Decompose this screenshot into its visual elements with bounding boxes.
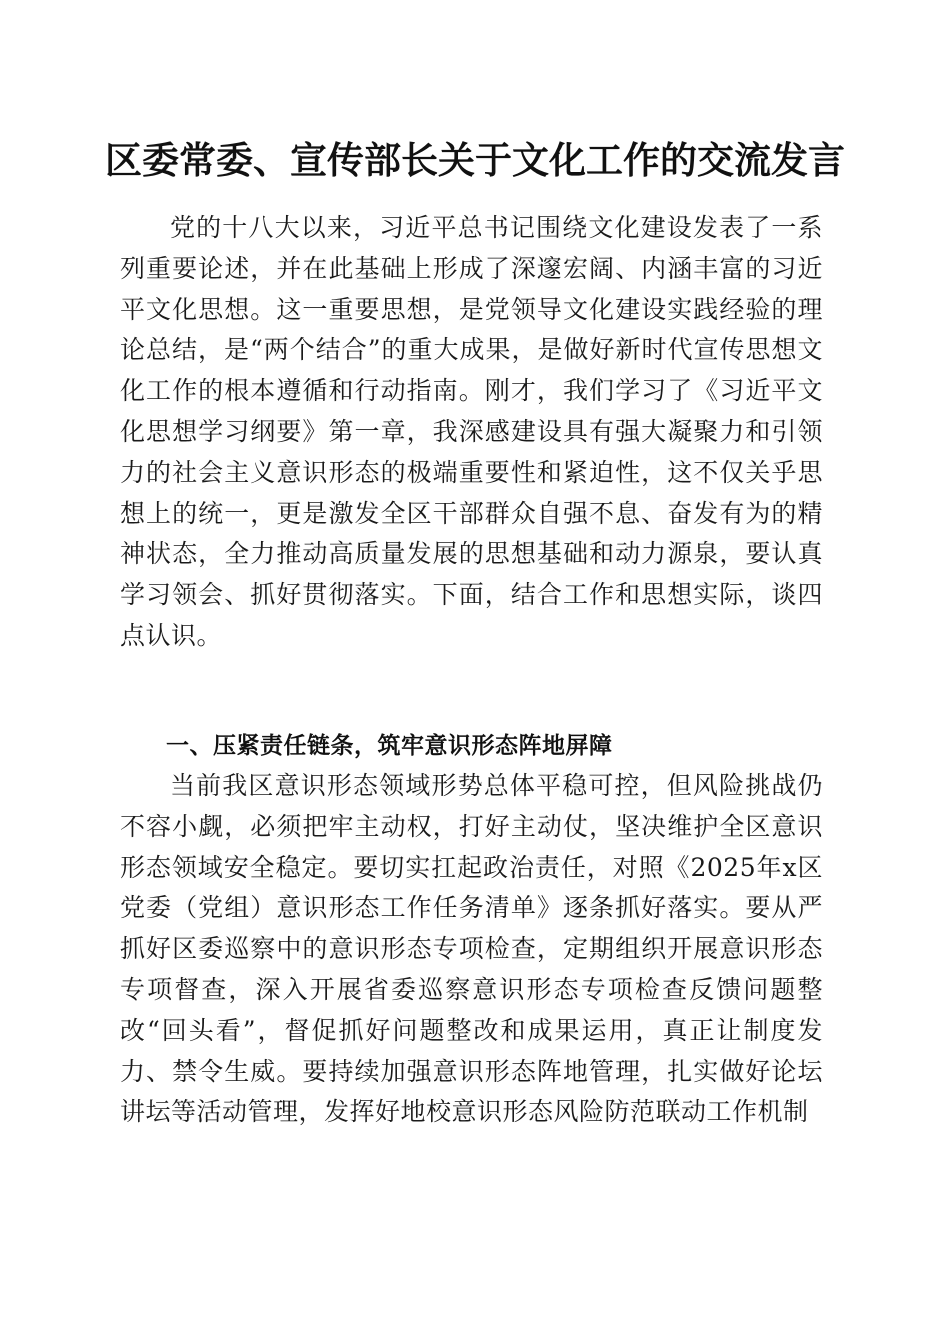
section-1-paragraph: 当前我区意识形态领域形势总体平稳可控，但风险挑战仍不容小觑，必须把牢主动权，打好主动仗，坚决维护全区意识形态领域安全稳定。要切实扛起政治责任，对照《2025年x区党委（党组）意识形态工作任务清单》逐条抓好落实。要从严抓好区委巡察中的意识形态专项检查，定期组织开展意识形态专项督查，深入开展省委巡察意识形态专项检查反馈问题整改“回头看”，督促抓好问题整改和成果运用，真正让制度发力、禁令生威。要持续加强意识形态阵地管理，扎实做好论坛讲坛等活动管理，发挥好地校意识形态风险防范联动工作机制 (120, 771, 823, 1127)
document-title: 区委常委、宣传部长关于文化工作的交流发言 (105, 138, 845, 182)
intro-paragraph: 党的十八大以来，习近平总书记围绕文化建设发表了一系列重要论述，并在此基础上形成了深邃宏阔、内涵丰富的习近平文化思想。这一重要思想，是党领导文化建设实践经验的理论总结，是“两个结合”的重大成果，是做好新时代宣传思想文化工作的根本遵循和行动指南。刚才，我们学习了《习近平文化思想学习纲要》第一章，我深感建设具有强大凝聚力和引领力的社会主义意识形态的极端重要性和紧迫性，这不仅关乎思想上的统一，更是激发全区干部群众自强不息、奋发有为的精神状态，全力推动高质量发展的思想基础和动力源泉，要认真学习领会、抓好贯彻落实。下面，结合工作和思想实际，谈四点认识。 (120, 213, 823, 650)
section-heading-1: 一、压紧责任链条，筑牢意识形态阵地屏障 (166, 733, 613, 759)
